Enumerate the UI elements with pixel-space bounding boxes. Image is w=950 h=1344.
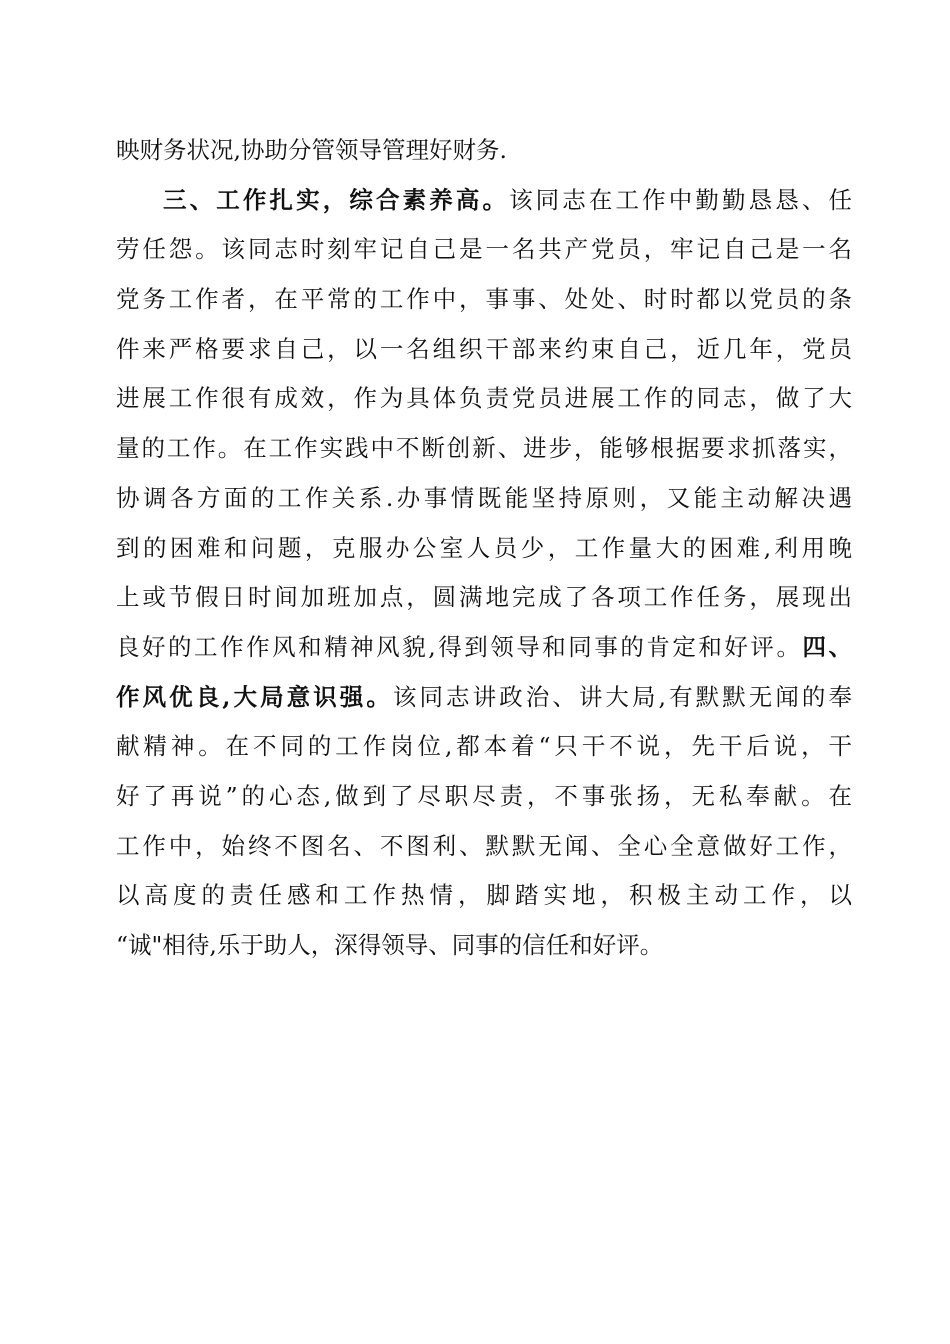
line-text: 党务工作者，在平常的工作中，事事、处处、时时都以党员的条: [116, 285, 852, 314]
text-line: [116, 871, 852, 921]
section-heading-four-number: 四、: [802, 632, 852, 661]
text-line: [116, 673, 852, 723]
line-text: 进展工作很有成效，作为具体负责党员进展工作的同志，做了大: [116, 384, 852, 413]
line-text: “诚"相待,乐于助人，深得领导、同事的信任和好评。: [116, 931, 664, 959]
line-text: 上或节假日时间加班加点，圆满地完成了各项工作任务，展现出: [116, 583, 852, 612]
line-text: 映财务状况,协助分管领导管理好财务.: [116, 136, 507, 164]
line-text: 量的工作。在工作实践中不断创新、进步，能够根据要求抓落实，: [116, 434, 852, 463]
text-line: [116, 623, 852, 673]
line-text: 到的困难和问题，克服办公室人员少，工作量大的困难,利用晚: [116, 533, 852, 562]
line-text: 献精神。在不同的工作岗位,都本着“只干不说，先干后说，干: [116, 732, 852, 761]
text-line: [116, 424, 852, 474]
line-text: 该同志讲政治、讲大局,有默默无闻的奉: [392, 682, 852, 711]
text-line: [116, 374, 852, 424]
text-line: [116, 573, 852, 623]
section-heading-four: 作风优良,大局意识强。: [116, 682, 393, 711]
section-heading-three: 三、工作扎实，综合素养高。: [163, 185, 510, 214]
text-line: [116, 722, 852, 772]
line-text: 该同志在工作中勤勤恳恳、任: [509, 185, 853, 214]
text-line: [116, 474, 852, 524]
text-line: [116, 772, 852, 822]
line-text: 协调各方面的工作关系.办事情既能坚持原则，又能主动解决遇: [116, 483, 852, 512]
text-line: [116, 822, 852, 872]
line-text: 好了再说”的心态,做到了尽职尽责，不事张扬，无私奉献。在: [116, 781, 852, 810]
line-text: 工作中，始终不图名、不图利、默默无闻、全心全意做好工作，: [116, 831, 852, 860]
text-line: [116, 275, 852, 325]
body-text: [116, 126, 852, 971]
line-text: 劳任怨。该同志时刻牢记自己是一名共产党员，牢记自己是一名: [116, 235, 852, 264]
text-line: [116, 225, 852, 275]
text-line: [116, 176, 852, 226]
line-text: 良好的工作作风和精神风貌,得到领导和同事的肯定和好评。: [116, 632, 803, 661]
text-line: [116, 921, 852, 971]
text-line: [116, 126, 852, 176]
text-line: [116, 325, 852, 375]
text-line: [116, 524, 852, 574]
line-text: 以高度的责任感和工作热情，脚踏实地，积极主动工作，以: [116, 881, 852, 910]
line-text: 件来严格要求自己，以一名组织干部来约束自己，近几年，党员: [116, 334, 852, 363]
